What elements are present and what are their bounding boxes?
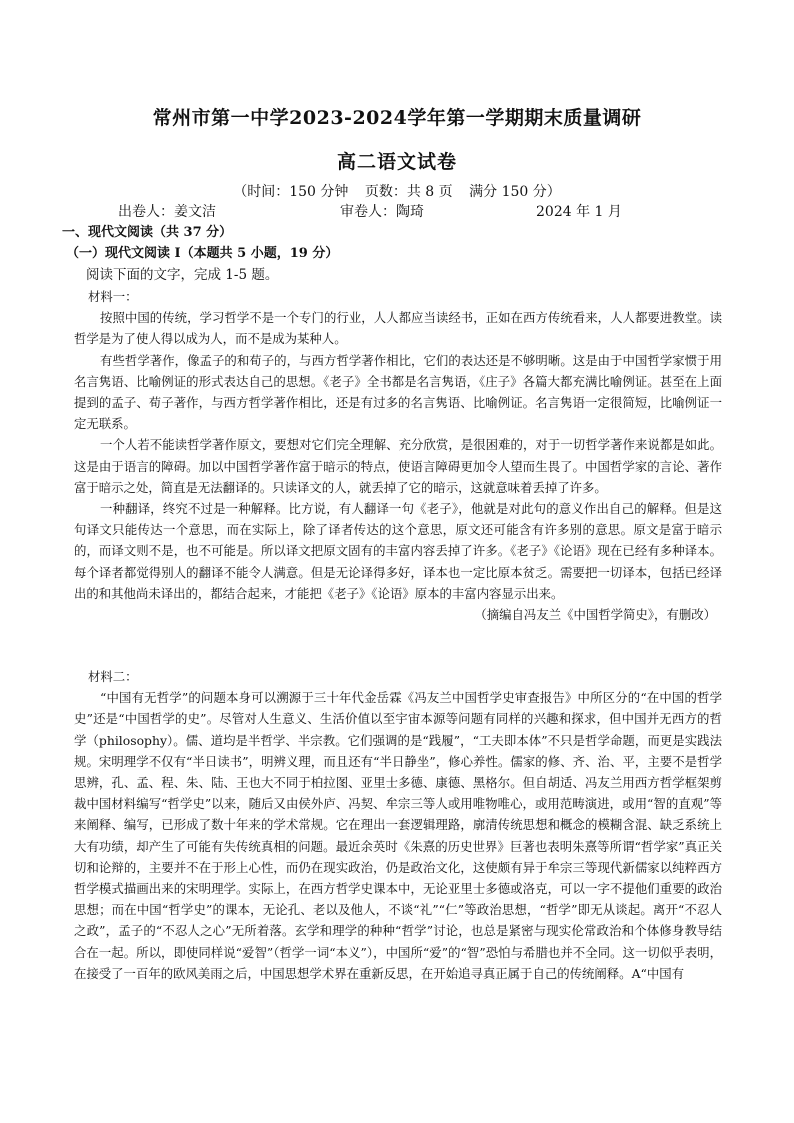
exam-date: 2024 年 1 月 bbox=[536, 204, 622, 220]
paragraph: 一个人若不能读哲学著作原文，要想对它们完全理解、充分欣赏，是很困难的，对于一切哲学著作来说都是如此。这是由于语言的障碍。加以中国哲学著作富于暗示的特点，使语言障碍更加令人望而生畏了。中国哲学家的言论、著作富于暗示之处，简直是无法翻译的。只读译文的人，就丢掉了它的暗示，这就意味着丢掉了许多。 bbox=[74, 437, 722, 495]
reading-instruction: 阅读下面的文字，完成 1-5 题。 bbox=[86, 267, 279, 283]
exam-reviewer: 审卷人：陶琦 bbox=[340, 204, 424, 220]
exam-score: 满分 150 分） bbox=[469, 184, 561, 200]
material-one-citation: （摘编自冯友兰《中国哲学简史》，有删改） bbox=[474, 607, 716, 623]
section-heading: 一、现代文阅读（共 37 分） bbox=[62, 225, 233, 240]
paragraph: 按照中国的传统，学习哲学不是一个专门的行业，人人都应当读经书，正如在西方传统看来，人人都要进教堂。读哲学是为了使人得以成为人，而不是成为某种人。 bbox=[74, 310, 722, 347]
material-one-label: 材料一： bbox=[88, 289, 138, 304]
material-one bbox=[74, 286, 722, 625]
paragraph: “中国有无哲学”的问题本身可以溯源于三十年代金岳霖《冯友兰中国哲学史审查报告》中所区分的“在中国的哲学史”还是“中国哲学的史”。尽管对人生意义、生活价值以至宇宙本源等问题有同样的兴趣和探求，但中国并无西方的哲学（philosophy）。儒、道均是半哲学、半宗教。它们强调的是“践履”，“工夫即本体”不只是哲学命题，而更是实践法规。宋明理学不仅有“半日读书”，明辨义理，而且还有“半日静坐”，修心养性。儒家的修、齐、治、平，主要不是哲学思辨，孔、孟、程、朱、陆、王也大不同于柏拉图、亚里士多德、康德、黑格尔。但自胡适、冯友兰用西方哲学框架剪裁中国材料编写“哲学史”以来，随后又由侯外庐、冯契、牟宗三等人或用唯物唯心，或用范畴演进，或用“智的直观”等来阐释、编写，已形成了数十年来的学术常规。它在理出一套逻辑理路，廓清传统思想和概念的模糊含混、缺乏系统上大有功绩，却产生了可能有失传统真相的问题。最近余英时《朱熹的历史世界》巨著也表明朱熹等所谓“哲学家”真正关切和论辩的，主要并不在于形上心性，而仍在现实政治，仍是政治文化，这使颇有异于牟宗三等现代新儒家以纯粹西方哲学模式描画出来的宋明理学。实际上，在西方哲学史课本中，无论亚里士多德或洛克，可以一字不提他们重要的政治思想；而在中国“哲学史”的课本，无论孔、老以及他人，不谈“礼”“仁”等政治思想，“哲学”即无从谈起。离开“不忍人之政”，孟子的“不忍人之心”无所着落。玄学和理学的种种“哲学”讨论，也总是紧密与现实伦常政治和个体修身教导结合在一起。所以，即使同样说“爱智”（哲学一词“本义”），中国所“爱”的“智”恐怕与希腊也并不全同。这一切似乎表明，在接受了一百年的欧风美雨之后，中国思想学术界在重新反思，在开始追寻真正属于自己的传统阐释。A“中国有 bbox=[74, 690, 722, 981]
exam-title: 常州市第一中学2023-2024学年第一学期期末质量调研 bbox=[152, 107, 642, 129]
paragraph: 有些哲学著作，像孟子的和荀子的，与西方哲学著作相比，它们的表达还是不够明晰。这是由于中国哲学家惯于用名言隽语、比喻例证的形式表达自己的思想。《老子》全书都是名言隽语，《庄子》各篇大都充满比喻例证。甚至在上面提到的孟子、荀子著作，与西方哲学著作相比，还是有过多的名言隽语、比喻例证。名言隽语一定很简短，比喻例证一定无联系。 bbox=[74, 352, 722, 432]
exam-pages: 页数：共 8 页 bbox=[364, 184, 453, 200]
subsection-heading: （一）现代文阅读 I（本题共 5 小题，19 分） bbox=[66, 246, 339, 261]
exam-authors bbox=[118, 201, 678, 221]
exam-meta bbox=[0, 181, 794, 201]
paragraph: 一种翻译，终究不过是一种解释。比方说，有人翻译一句《老子》，他就是对此句的意义作出自己的解释。但是这句译文只能传达一个意思，而在实际上，除了译者传达的这个意思，原文还可能含有许多别的意思。原文是富于暗示的，而译文则不是，也不可能是。所以译文把原文固有的丰富内容丢掉了许多。《老子》《论语》现在已经有多种译本。每个译者都觉得别人的翻译不能令人满意。但是无论译得多好，译本也一定比原本贫乏。需要把一切译本，包括已经译出的和其他尚未译出的，都结合起来，才能把《老子》《论语》原本的丰富内容显示出来。 bbox=[74, 501, 722, 601]
exam-subtitle: 高二语文试卷 bbox=[336, 151, 457, 173]
material-two-label: 材料二： bbox=[88, 669, 138, 684]
material-two bbox=[74, 666, 722, 984]
exam-time: （时间：150 分钟 bbox=[233, 184, 349, 200]
exam-setter: 出卷人：姜文洁 bbox=[118, 204, 216, 220]
